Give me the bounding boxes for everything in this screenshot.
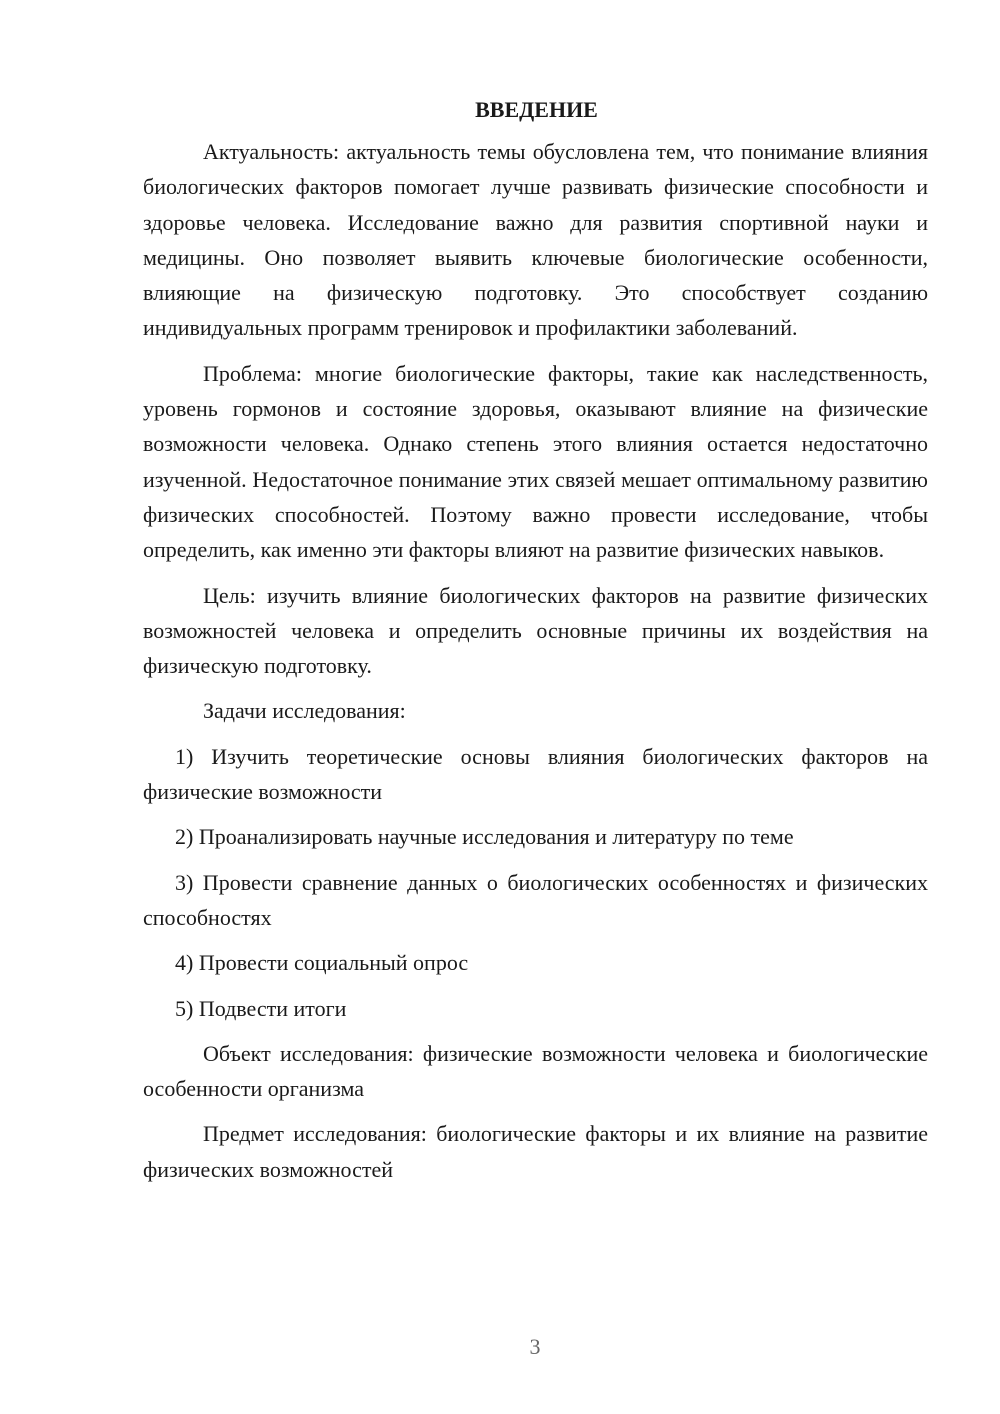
relevance-paragraph: Актуальность: актуальность темы обусловлена тем, что понимание влияния биологических факторов помогает лучше развивать физические способности и здоровье человека. Исследование важно для развития спортивной науки и медицины. Оно позволяет выявить ключевые биологические особенности, влияющие на физическую подготовку. Это способствует созданию индивидуальных программ тренировок и профилактики заболеваний. [143,139,928,341]
page-title: ВВЕДЕНИЕ [475,97,598,122]
tasks-title: Задачи исследования: [203,698,406,724]
task-item-1: 1) Изучить теоретические основы влияния биологических факторов на физические возможности [143,743,928,805]
subject-paragraph: Предмет исследования: биологические факторы и их влияние на развитие физических возможностей [143,1121,928,1182]
task-item-4: 4) Провести социальный опрос [175,950,469,976]
task-item-5: 5) Подвести итоги [175,995,347,1021]
document-page [143,96,928,1197]
task-item-2: 2) Проанализировать научные исследования и литературу по теме [175,824,794,850]
problem-paragraph: Проблема: многие биологические факторы, такие как наследственность, уровень гормонов и состояние здоровья, оказывают влияние на физические возможности человека. Однако степень этого влияния остается недостаточно изученной. Недостаточное понимание этих связей мешает оптимальному развитию физических способностей. Поэтому важно провести исследование, чтобы определить, как именно эти факторы влияют на развитие физических навыков. [143,360,928,563]
goal-paragraph: Цель: изучить влияние биологических факторов на развитие физических возможностей человека и определить основные причины их воздействия на физическую подготовку. [143,582,928,679]
object-paragraph: Объект исследования: физические возможности человека и биологические особенности организма [143,1040,928,1102]
page-number: 3 [529,1334,541,1359]
task-item-3: 3) Провести сравнение данных о биологических особенностях и физических способностях [143,869,928,930]
